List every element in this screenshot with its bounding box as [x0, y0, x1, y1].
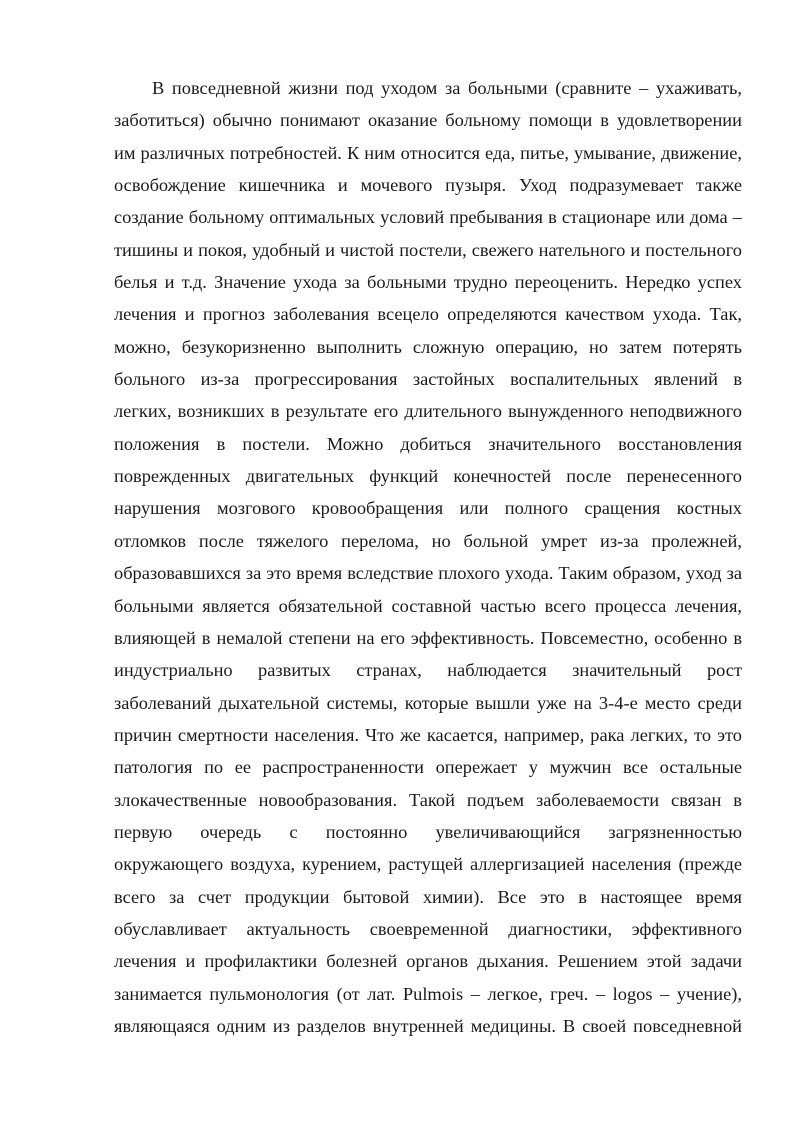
paragraph-line: освобождение кишечника и мочевого пузыря. Уход подразумевает также	[114, 175, 742, 196]
paragraph-line: поврежденных двигательных функций конечностей после перенесенного	[114, 466, 742, 487]
paragraph-line: им различных потребностей. К ним относится еда, питье, умывание, движение,	[114, 142, 742, 163]
paragraph-line: можно, безукоризненно выполнить сложную операцию, но затем потерять	[114, 336, 742, 357]
paragraph-line: влияющей в немалой степени на его эффективность. Повсеместно, особенно в	[114, 627, 742, 648]
paragraph-line: первую очередь с постоянно увеличивающийся загрязненностью	[114, 821, 742, 842]
paragraph-line: нарушения мозгового кровообращения или полного сращения костных	[114, 498, 742, 519]
paragraph-line: отломков после тяжелого перелома, но больной умрет из-за пролежней,	[114, 530, 742, 551]
paragraph-line: лечения и профилактики болезней органов дыхания. Решением этой задачи	[114, 951, 742, 972]
paragraph-line: создание больному оптимальных условий пребывания в стационаре или дома –	[114, 207, 742, 228]
paragraph-line: легких, возникших в результате его длительного вынужденного неподвижного	[114, 401, 742, 422]
paragraph-line: являющаяся одним из разделов внутренней медицины. В своей повседневной	[114, 1015, 742, 1036]
paragraph-line: положения в постели. Можно добиться значительного восстановления	[114, 433, 742, 454]
body-paragraph	[114, 72, 742, 1042]
paragraph-line: больными является обязательной составной частью всего процесса лечения,	[114, 595, 742, 616]
paragraph-line: занимается пульмонология (от лат. Pulmois – легкое, греч. – logos – учение),	[114, 983, 742, 1004]
paragraph-line: патология по ее распространенности опережает у мужчин все остальные	[114, 757, 742, 778]
paragraph-line: причин смертности населения. Что же касается, например, рака легких, то это	[114, 724, 742, 745]
paragraph-line: тишины и покоя, удобный и чистой постели, свежего нательного и постельного	[114, 239, 742, 260]
paragraph-line: В повседневной жизни под уходом за больными (сравните – ухаживать,	[152, 78, 742, 98]
paragraph-line: заботиться) обычно понимают оказание больному помощи в удовлетворении	[114, 110, 742, 131]
paragraph-line: лечения и прогноз заболевания всецело определяются качеством ухода. Так,	[114, 304, 742, 325]
paragraph-line: окружающего воздуха, курением, растущей аллергизацией населения (прежде	[114, 854, 742, 875]
paragraph-line: обуславливает актуальность своевременной диагностики, эффективного	[114, 918, 742, 939]
paragraph-line: образовавшихся за это время вследствие плохого ухода. Таким образом, уход за	[114, 563, 742, 584]
paragraph-line: всего за счет продукции бытовой химии). Все это в настоящее время	[114, 886, 742, 907]
paragraph-line: злокачественные новообразования. Такой подъем заболеваемости связан в	[114, 789, 742, 810]
paragraph-line: белья и т.д. Значение ухода за больными трудно переоценить. Нередко успех	[114, 272, 742, 293]
paragraph-line: заболеваний дыхательной системы, которые вышли уже на 3-4-е место среди	[114, 692, 742, 713]
paragraph-line: индустриально развитых странах, наблюдается значительный рост	[114, 660, 742, 681]
paragraph-line: больного из-за прогрессирования застойных воспалительных явлений в	[114, 369, 742, 390]
